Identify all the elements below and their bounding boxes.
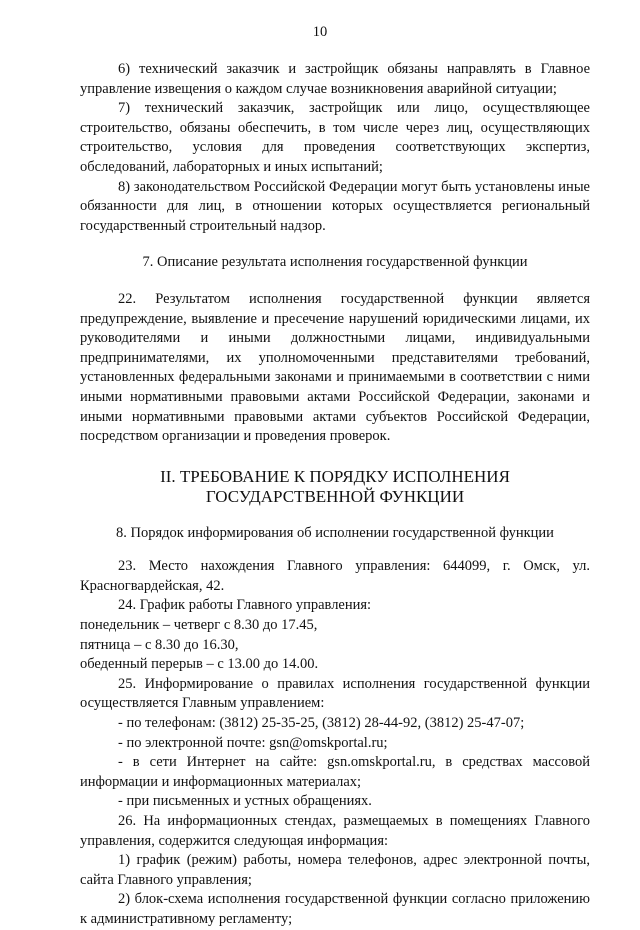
paragraph-item-7: 7) технический заказчик, застройщик или лицо, осуществляющее строительство, обязаны обеспечить, в том числе через лиц, осуществляющих строительство, условия для проведения соответствующих экспертиз, обследований, лабораторных и иных испытаний; bbox=[80, 100, 590, 175]
contact-item-website: - в сети Интернет на сайте: gsn.omskportal.ru, в средствах массовой информации и информационных материалах; bbox=[80, 754, 590, 790]
page-number: 10 bbox=[312, 24, 328, 40]
schedule-line: пятница – с 8.30 до 16.30, bbox=[80, 636, 239, 653]
contact-item-email: - по электронной почте: gsn@omskportal.ru; bbox=[118, 734, 388, 751]
contact-item-written: - при письменных и устных обращениях. bbox=[118, 793, 372, 810]
contact-item-phone: - по телефонам: (3812) 25-35-25, (3812) 28-44-92, (3812) 25-47-07; bbox=[118, 715, 525, 732]
section-8-heading: 8. Порядок информирования об исполнении государственной функции bbox=[116, 524, 554, 541]
paragraph-item-6: 6) технический заказчик и застройщик обязаны направлять в Главное управление извещения о каждом случае возникновения аварийной ситуации; bbox=[80, 61, 590, 97]
paragraph-24: 24. График работы Главного управления: bbox=[118, 597, 372, 614]
part-2-heading: II. ТРЕБОВАНИЕ К ПОРЯДКУ ИСПОЛНЕНИЯ ГОСУДАРСТВЕННОЙ ФУНКЦИИ bbox=[160, 466, 510, 506]
paragraph-23: 23. Место нахождения Главного управления: 644099, г. Омск, ул. Красногвардейская, 42. bbox=[80, 558, 590, 594]
section-7-heading: 7. Описание результата исполнения государственной функции bbox=[142, 254, 528, 271]
paragraph-22: 22. Результатом исполнения государственной функции является предупреждение, выявление и пресечение нарушений юридическими лицами, их руководителями и иными должностными лицами, индивидуальными предпринимателями, их уполномоченными представителями требований, установленных федеральными законами и принимаемыми в соответствии с ними иными нормативными правовыми актами Российской Федерации, законами и иными нормативными правовыми актами субъектов Российской Федерации, посредством организации и проведения проверок. bbox=[80, 290, 590, 445]
paragraph-item-8: 8) законодательством Российской Федерации могут быть установлены иные обязанности для лиц, в отношении которых осуществляется региональный государственный строительный надзор. bbox=[80, 178, 590, 234]
schedule-line: понедельник – четверг с 8.30 до 17.45, bbox=[80, 617, 318, 634]
page-content bbox=[80, 60, 590, 930]
paragraph-25: 25. Информирование о правилах исполнения государственной функции осуществляется Главным управлением: bbox=[80, 675, 590, 712]
stand-info-item-1: 1) график (режим) работы, номера телефонов, адрес электронной почты, сайта Главного управления; bbox=[80, 852, 590, 888]
schedule-line: обеденный перерыв – с 13.00 до 14.00. bbox=[80, 656, 319, 673]
paragraph-26: 26. На информационных стендах, размещаемых в помещениях Главного управления, содержится следующая информация: bbox=[80, 813, 590, 849]
stand-info-item-2: 2) блок-схема исполнения государственной функции согласно приложению к административному регламенту; bbox=[80, 891, 590, 927]
